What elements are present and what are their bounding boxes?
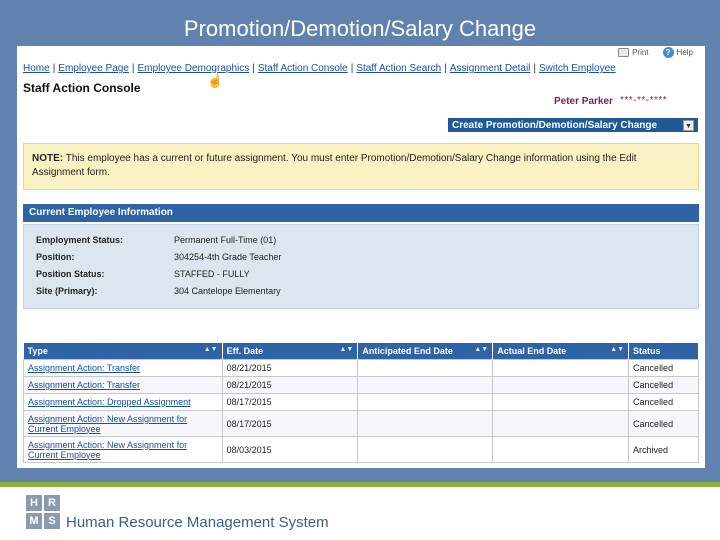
eff-date-cell: 08/21/2015 [222, 377, 358, 394]
sort-icon[interactable]: ▲▼ [339, 346, 354, 353]
top-utilities [618, 47, 693, 58]
info-value: 304 Cantelope Elementary [174, 286, 281, 296]
eff-date-cell: 08/21/2015 [222, 360, 358, 377]
actual-end-cell [493, 437, 629, 463]
print-link[interactable] [618, 48, 648, 57]
column-header-eff-date[interactable]: Eff. Date ▲▼ [222, 343, 358, 360]
status-cell: Cancelled [629, 394, 699, 411]
info-label: Position Status: [36, 269, 105, 279]
printer-icon [618, 48, 629, 57]
nav-assignment-detail[interactable]: Assignment Detail [449, 63, 531, 74]
table-row [24, 437, 699, 463]
assignment-action-link[interactable]: Assignment Action: Dropped Assignment [28, 397, 191, 407]
page-title: Staff Action Console [23, 81, 141, 95]
status-cell: Archived [629, 437, 699, 463]
info-label: Site (Primary): [36, 286, 98, 296]
eff-date-cell: 08/17/2015 [222, 394, 358, 411]
sort-icon[interactable]: ▲▼ [610, 346, 625, 353]
eff-date-cell: 08/03/2015 [222, 437, 358, 463]
table-row [24, 377, 699, 394]
sort-icon[interactable]: ▲▼ [203, 346, 218, 353]
chevron-down-icon[interactable]: ▼ [683, 120, 694, 131]
actual-end-cell [493, 411, 629, 437]
assignment-action-link[interactable]: Assignment Action: Transfer [28, 380, 141, 390]
logo-letter: H [26, 495, 42, 511]
nav-staff-action-search[interactable]: Staff Action Search [356, 63, 442, 74]
table-row [24, 360, 699, 377]
actual-end-cell [493, 394, 629, 411]
action-select-value: Create Promotion/Demotion/Salary Change [452, 119, 658, 131]
anticipated-end-cell [358, 411, 493, 437]
status-cell: Cancelled [629, 411, 699, 437]
employee-name: Peter Parker [554, 96, 613, 107]
sort-icon[interactable]: ▲▼ [474, 346, 489, 353]
assignment-action-link[interactable]: Assignment Action: New Assignment for Current Employee [28, 413, 188, 434]
help-icon: ? [663, 47, 674, 58]
help-link[interactable] [663, 47, 693, 58]
status-cell: Cancelled [629, 360, 699, 377]
anticipated-end-cell [358, 437, 493, 463]
nav-employee-demographics[interactable]: Employee Demographics [137, 63, 250, 74]
column-header-actual-end[interactable]: Actual End Date ▲▼ [493, 343, 629, 360]
anticipated-end-cell [358, 394, 493, 411]
breadcrumb-nav: Home | Employee Page | Employee Demographics | Staff Action Console | Staff Action Search | Assignment Detail | Switch Employee [23, 63, 616, 74]
assignment-action-link[interactable]: Assignment Action: Transfer [28, 363, 141, 373]
column-header-status[interactable]: Status [629, 343, 699, 360]
actual-end-cell [493, 360, 629, 377]
nav-employee-page[interactable]: Employee Page [58, 63, 129, 74]
info-value: 304254-4th Grade Teacher [174, 252, 282, 262]
help-label: Help [676, 48, 693, 57]
anticipated-end-cell [358, 377, 493, 394]
nav-switch-employee[interactable]: Switch Employee [539, 63, 616, 74]
footer-system-name: Human Resource Management System [66, 514, 329, 531]
info-label: Employment Status: [36, 235, 124, 245]
assignment-history-table [23, 343, 699, 463]
employee-info-header: Current Employee Information [23, 204, 699, 222]
logo-letter: M [26, 513, 42, 529]
nav-staff-action-console[interactable]: Staff Action Console [257, 63, 348, 74]
column-header-type[interactable]: Type ▲▼ [24, 343, 223, 360]
note-label: NOTE: [32, 153, 64, 164]
status-cell: Cancelled [629, 377, 699, 394]
logo-letter: R [44, 495, 60, 511]
app-screenshot [17, 46, 705, 468]
info-value: STAFFED - FULLY [174, 269, 250, 279]
hand-cursor-icon: ☝ [207, 73, 224, 88]
employee-id-masked: ***-**-**** [620, 95, 668, 106]
info-label: Position: [36, 252, 75, 262]
assignment-action-link[interactable]: Assignment Action: New Assignment for Current Employee [28, 439, 188, 460]
actual-end-cell [493, 377, 629, 394]
table-row [24, 411, 699, 437]
table-header-row [24, 343, 699, 360]
accent-divider [0, 482, 720, 487]
anticipated-end-cell [358, 360, 493, 377]
table-row [24, 394, 699, 411]
note-text: This employee has a current or future assignment. You must enter Promotion/Demotion/Salary Change information using the Edit Assignment form. [32, 153, 637, 178]
assignment-note [23, 143, 699, 190]
slide-title: Promotion/Demotion/Salary Change [183, 16, 537, 41]
nav-home[interactable]: Home [23, 63, 50, 74]
employee-info-panel [23, 224, 699, 309]
print-label: Print [632, 48, 649, 57]
column-header-anticipated-end[interactable]: Anticipated End Date ▲▼ [358, 343, 493, 360]
action-select[interactable] [448, 118, 698, 132]
eff-date-cell: 08/17/2015 [222, 411, 358, 437]
info-value: Permanent Full-Time (01) [174, 235, 277, 245]
logo-letter: S [44, 513, 60, 529]
hrms-logo [26, 495, 60, 529]
